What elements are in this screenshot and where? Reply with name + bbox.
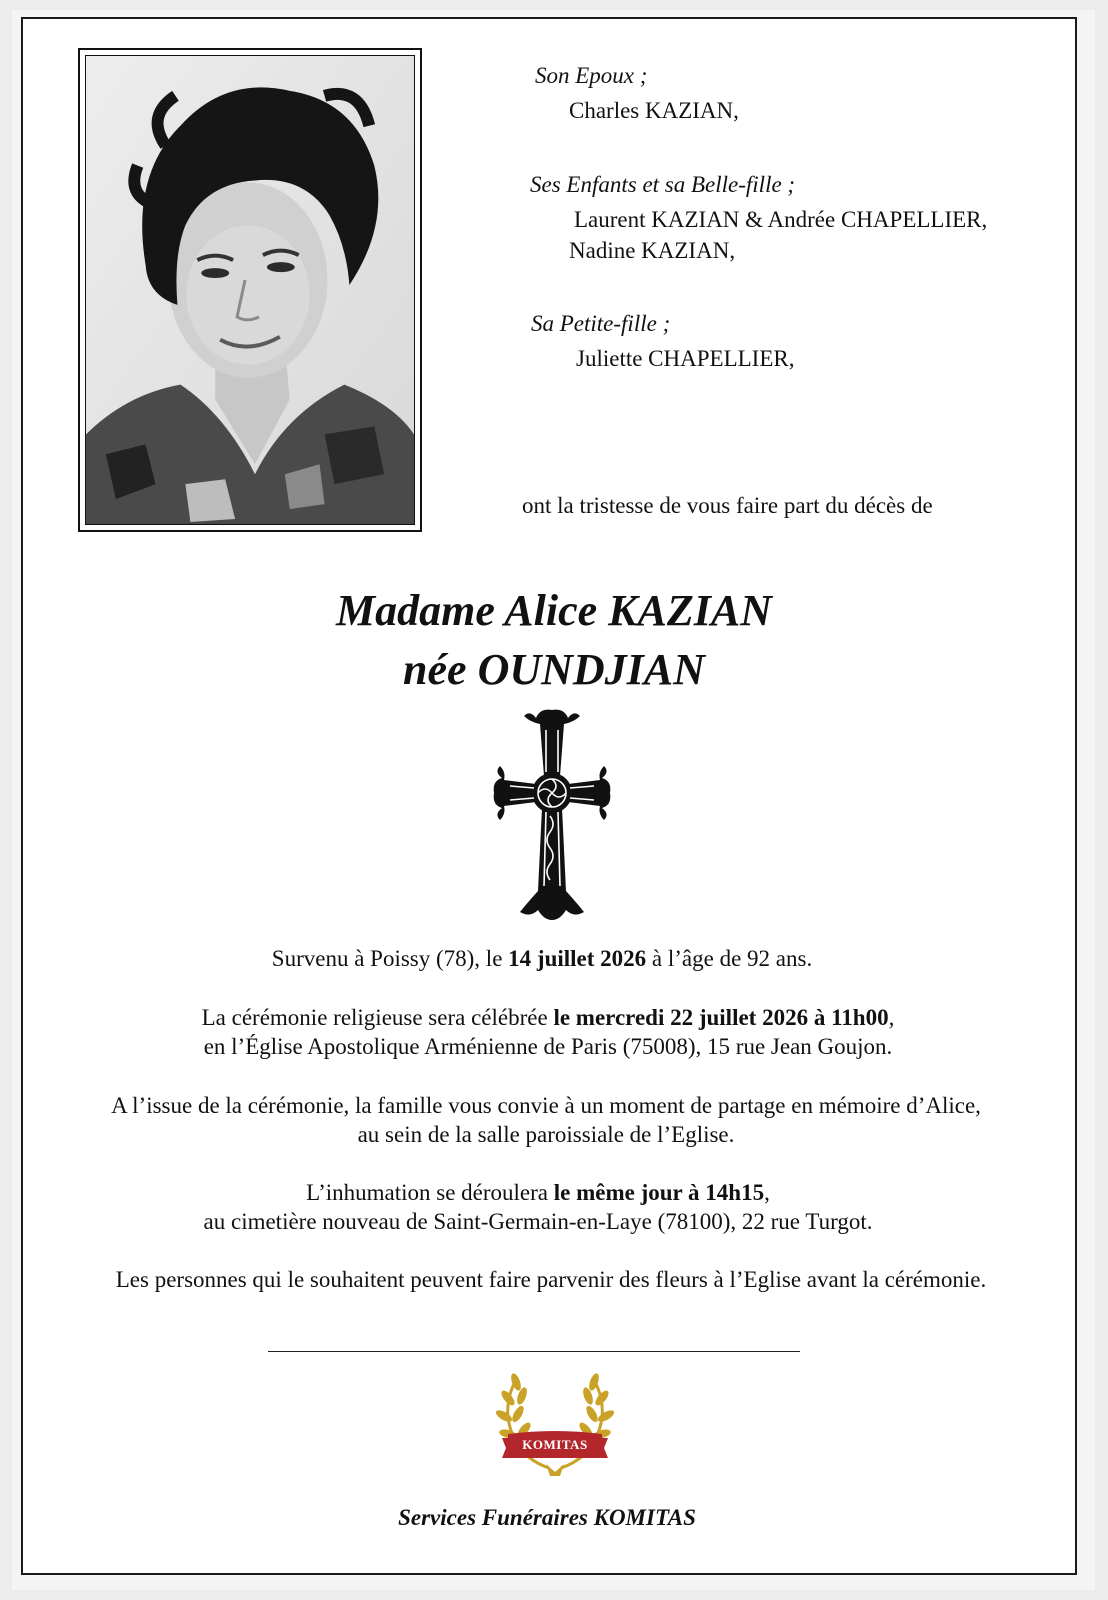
maiden-name: née OUNDJIAN [403,645,705,694]
burial-line-1 [0,1180,1092,1206]
ceremony-datetime: le mercredi 22 juillet 2026 à 11h00 [553,1005,889,1030]
divider-line [268,1351,800,1352]
burial-time: le même jour à 14h15 [553,1180,765,1205]
komitas-logo-text: KOMITAS [522,1437,588,1452]
grandchild-heading: Sa Petite-fille ; [531,311,671,336]
announcement-text: ont la tristesse de vous faire part du décès de [522,493,933,518]
deceased-name: Madame Alice KAZIAN [336,586,772,635]
spouse-name: Charles KAZIAN, [569,98,739,123]
gathering-line-1: A l’issue de la cérémonie, la famille vous convie à un moment de partage en mémoire d’Alice, [111,1093,981,1118]
burial-line-2: au cimetière nouveau de Saint-Germain-en-Laye (78100), 22 rue Turgot. [203,1209,873,1234]
death-date: 14 juillet 2026 [508,946,647,971]
death-text-before: Survenu à Poissy (78), le [271,946,509,971]
death-text-after: à l’âge de 92 ans. [646,946,813,971]
burial-text-after: , [764,1180,770,1205]
flowers-note: Les personnes qui le souhaitent peuvent faire parvenir des fleurs à l’Eglise avant la cérémonie. [115,1267,987,1292]
children-heading: Ses Enfants et sa Belle-fille ; [530,172,796,197]
ceremony-line-1 [0,1005,1102,1031]
gathering-line-2: au sein de la salle paroissiale de l’Eglise. [357,1122,735,1147]
portrait-photo [78,48,422,532]
armenian-cross-icon [490,706,614,924]
ceremony-text-after: , [888,1005,895,1030]
children-line-1: Laurent KAZIAN & Andrée CHAPELLIER, [574,207,988,232]
ceremony-text-before: La cérémonie religieuse sera célébrée [201,1005,554,1030]
komitas-laurel-logo [494,1368,616,1478]
burial-text-before: L’inhumation se déroulera [306,1180,554,1205]
spouse-heading: Son Epoux ; [535,63,648,88]
portrait-image [85,55,415,525]
ceremony-line-2: en l’Église Apostolique Arménienne de Paris (75008), 15 rue Jean Goujon. [203,1034,893,1059]
footer-company: Services Funéraires KOMITAS [398,1505,696,1530]
children-line-2: Nadine KAZIAN, [569,238,736,263]
grandchild-name: Juliette CHAPELLIER, [576,346,795,371]
death-details [0,946,1096,972]
